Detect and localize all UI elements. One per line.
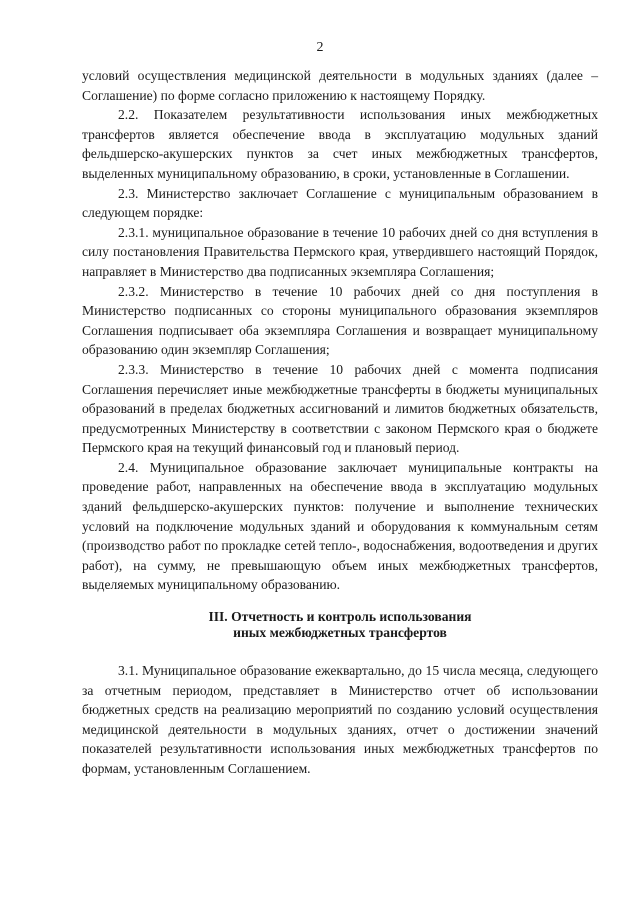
- section-heading-line-1: III. Отчетность и контроль использования: [208, 609, 472, 625]
- paragraph-2-3-1: 2.3.1. муниципальное образование в течение 10 рабочих дней со дня вступления в силу постановления Правительства Пермского края, утвердившего настоящий Порядок, направляет в Министерство два подписанных экземпляра Соглашения;: [82, 224, 598, 279]
- paragraph-3-1: 3.1. Муниципальное образование ежеквартально, до 15 числа месяца, следующего за отчетным периодом, представляет в Министерство отчет об использовании бюджетных средств на реализацию мероприятий по созданию условий осуществления медицинской деятельности в модульных зданиях, отчет о достижении значений показателей результативности использования иных межбюджетных трансфертов по формам, установленным Соглашением.: [82, 663, 598, 776]
- document-body: [82, 66, 598, 779]
- page-number: 2: [316, 40, 324, 55]
- paragraph-2-2: 2.2. Показателем результативности использования иных межбюджетных трансфертов является обеспечение ввода в эксплуатацию модульных зданий фельдшерско-акушерских пунктов за счет иных межбюджетных трансфертов, выделенных муниципальному образованию, в сроки, установленные в Соглашении.: [82, 107, 598, 181]
- section-heading-line-2: иных межбюджетных трансфертов: [233, 625, 447, 641]
- paragraph-2-3-2: 2.3.2. Министерство в течение 10 рабочих дней со дня поступления в Министерство подписанных со стороны муниципального образования экземпляров Соглашения подписывает оба экземпляра Соглашения и возвращает муниципальному образованию один экземпляр Соглашения;: [82, 283, 598, 358]
- paragraph-continuation: условий осуществления медицинской деятельности в модульных зданиях (далее – Соглашение) по форме согласно приложению к настоящему Порядку.: [82, 68, 598, 103]
- paragraph-2-3-3: 2.3.3. Министерство в течение 10 рабочих дней с момента подписания Соглашения перечисляет иные межбюджетные трансферты в бюджеты муниципальных образований в пределах бюджетных ассигнований и лимитов бюджетных обязательств, предусмотренных Министерству в соответствии с законом Пермского края о бюджете Пермского края на текущий финансовый год и плановый период.: [82, 361, 598, 456]
- paragraph-2-4: 2.4. Муниципальное образование заключает муниципальные контракты на проведение работ, направленных на обеспечение ввода в эксплуатацию модульных зданий фельдшерско-акушерских пунктов: получение и выполнение технических условий на подключение модульных зданий и оборудования к коммунальным сетям (производство работ по прокладке сетей тепло-, водоснабжения, водоотведения и других работ), на сумму, не превышающую объем иных межбюджетных трансфертов, выделяемых муниципальному образованию.: [82, 459, 598, 593]
- paragraph-2-3: 2.3. Министерство заключает Соглашение с муниципальным образованием в следующем порядке:: [82, 185, 598, 221]
